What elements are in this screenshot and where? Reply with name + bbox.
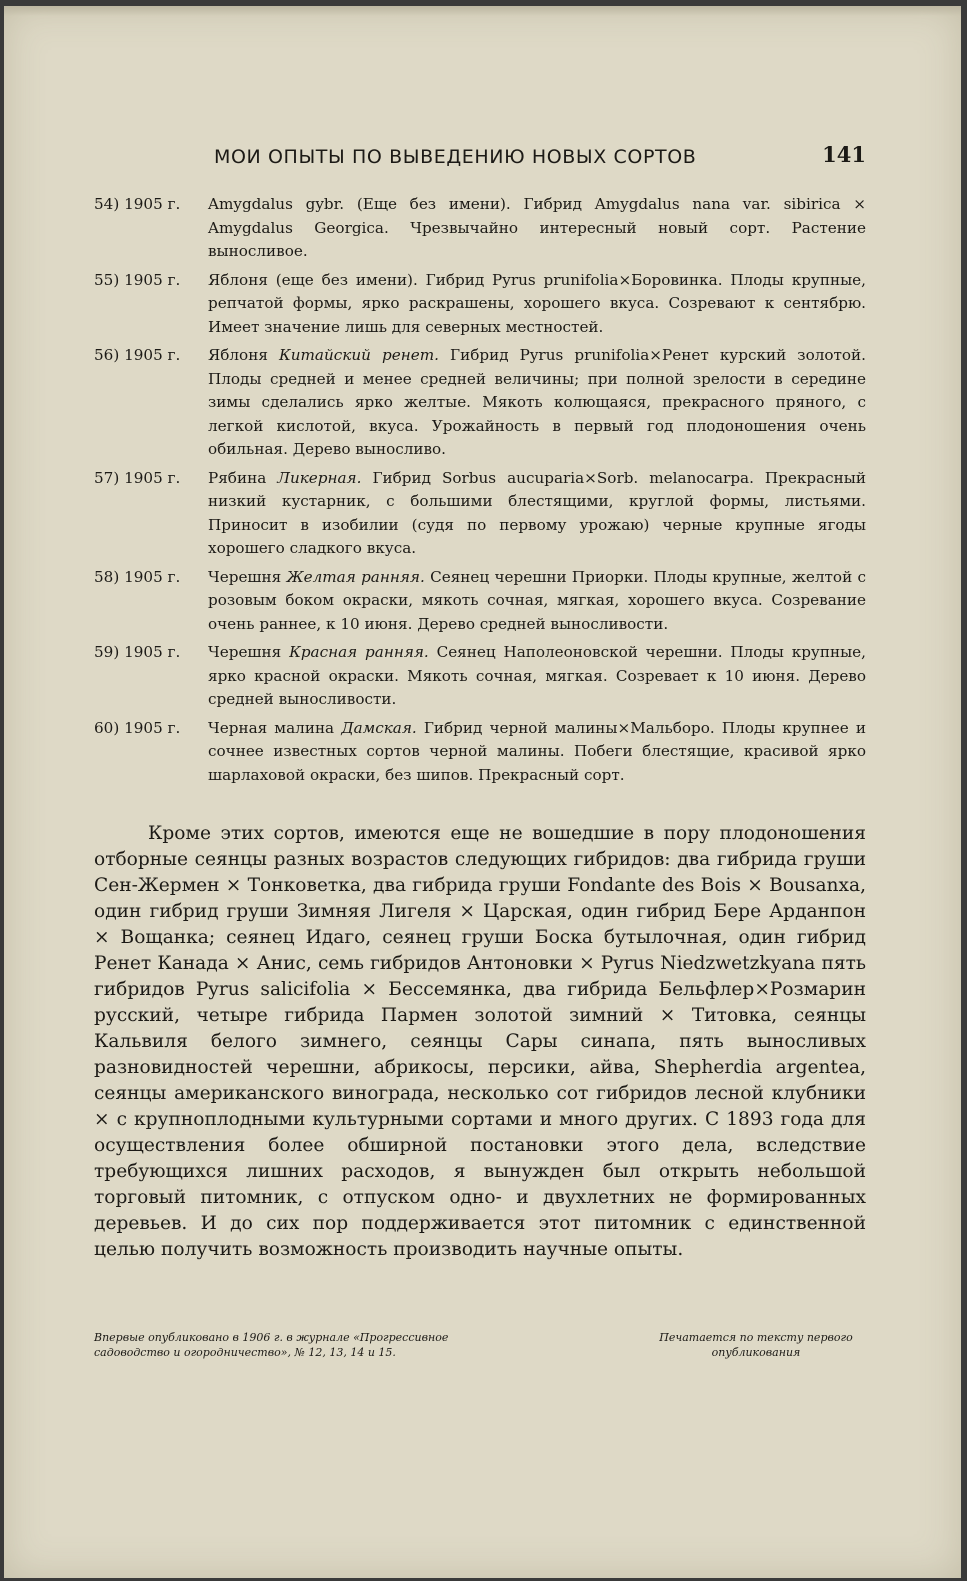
entry-text <box>208 269 866 340</box>
entry-number: 60) 1905 г. <box>94 718 181 737</box>
entry-number: 58) 1905 г. <box>94 567 181 586</box>
entry-text-after: Сеянец черешни Приорки. Плоды крупные, желтой с розовым боком окраски, мякоть сочная, мягкая, хорошего вкуса. Созревание очень раннее, к 10 июня. Дерево средней выносливости. <box>208 567 867 633</box>
entry-text-before: Черешня <box>208 643 290 661</box>
entry-text <box>208 467 866 561</box>
list-item <box>94 269 866 340</box>
list-item <box>94 566 866 637</box>
running-header <box>94 142 866 172</box>
entry-text <box>208 566 866 637</box>
entry-text-before: Яблоня (еще без имени). Гибрид Pyrus prunifolia×Боровинка. Плоды крупные, репчатой формы, ярко раскрашены, хорошего вкуса. Созревают к сентябрю. Имеет значение лишь для северных местностей. <box>208 270 866 336</box>
publication-notes <box>94 1330 866 1370</box>
entry-text-after: Гибрид Pyrus prunifolia×Ренет курский золотой. Плоды средней и менее средней величины; при полной зрелости в середине зимы сделались ярко желтые. Мякоть колющаяся, прекрасного пряного, с легкой кислотой, вкуса. Урожайность в первый год плодоношения очень обильная. Дерево выносливо. <box>208 346 867 458</box>
entry-text <box>208 344 866 462</box>
entry-text-before: Черешня <box>208 567 287 586</box>
entry-text-before: Яблоня <box>208 346 279 364</box>
variety-name: Ликерная. <box>277 468 362 487</box>
list-item <box>94 641 866 712</box>
list-item <box>94 717 866 788</box>
entry-text-before: Рябина <box>208 468 278 487</box>
entry-text-after: Гибрид Sorbus aucuparia×Sorb. melanocarpa. Прекрасный низкий кустарник, с большими блестящими, круглой формы, листьями. Приносит в изобилии (судя по первому урожаю) черные крупные ягоды хорошего сладкого вкуса. <box>208 468 866 557</box>
entry-text <box>208 193 866 264</box>
list-item <box>94 344 866 462</box>
book-page <box>4 6 961 1578</box>
entry-text-after: Гибрид черной малины×Мальборо. Плоды крупнее и сочнее известных сортов черной малины. Побеги блестящие, красивой ярко шарлаховой окраски, без шипов. Прекрасный сорт. <box>208 718 866 784</box>
page-number: 141 <box>822 142 866 167</box>
first-published-note: Впервые опубликовано в 1906 г. в журнале «Прогрессивное садоводство и огородничество», № 12, 13, 14 и 15. <box>94 1331 449 1359</box>
running-title: МОИ ОПЫТЫ ПО ВЫВЕДЕНИЮ НОВЫХ СОРТОВ <box>214 146 697 168</box>
variety-name: Красная ранняя. <box>289 643 429 661</box>
variety-name: Дамская. <box>341 718 417 737</box>
entry-text <box>208 717 866 788</box>
page-edge-shadow <box>4 6 961 16</box>
source-text-note: Печатается по тексту первого опубликования <box>659 1331 853 1359</box>
entry-number: 55) 1905 г. <box>94 270 181 289</box>
entry-text-before: Черная малина <box>208 718 342 737</box>
entry-number: 59) 1905 г. <box>94 643 181 661</box>
variety-name: Китайский ренет. <box>279 346 439 364</box>
entry-text-after: Сеянец Наполеоновской черешни. Плоды крупные, ярко красной окраски. Мякоть сочная, мягкая. Созревает к 10 июня. Дерево средней выносливости. <box>208 643 867 708</box>
list-item <box>94 193 866 264</box>
entry-number: 54) 1905 г. <box>94 195 181 213</box>
list-item <box>94 467 866 561</box>
variety-list <box>94 193 866 792</box>
entry-text-before: Amygdalus gybr. (Еще без имени). Гибрид Amygdalus nana var. sibirica × Amygdalus Georgica. Чрезвычайно интересный новый сорт. Растение выносливое. <box>208 195 866 260</box>
entry-text <box>208 641 866 712</box>
variety-name: Желтая ранняя. <box>286 567 425 586</box>
entry-number: 57) 1905 г. <box>94 468 181 487</box>
entry-number: 56) 1905 г. <box>94 346 181 364</box>
body-paragraph: Кроме этих сортов, имеются еще не вошедшие в пору плодоношения отборные сеянцы разных возрастов следующих гибридов: два гибрида груши Сен-Жермен × Тонковетка, два гибрида груши Fondante des Bois × Bousanxa, один гибрид груши Зимняя Лигеля × Царская, один гибрид Бере Арданпон × Вощанка; сеянец Идаго, сеянец груши Боска бутылочная, один гибрид Ренет Канада × Анис, семь гибридов Антоновки × Pyrus Niedzwetzkyana пять гибридов Pyrus salicifolia × Бессемянка, два гибрида Бельфлер×Розмарин русский, четыре гибрида Пармен золотой зимний × Титовка, сеянцы Кальвиля белого зимнего, сеянцы Сары синапа, пять выносливых разновидностей черешни, абрикосы, персики, айва, Shepherdia argentea, сеянцы американского винограда, несколько сот гибридов лесной клубники × с крупноплодными культурными сортами и много других. С 1893 года для осуществления более обширной постановки этого дела, вследствие требующихся лишних расходов, я вынужден был открыть небольшой торговый питомник, с отпуском одно- и двухлетних не формированных деревьев. И до сих пор поддерживается этот питомник с единственной целью получить возможность производить научные опыты. <box>94 823 866 1260</box>
